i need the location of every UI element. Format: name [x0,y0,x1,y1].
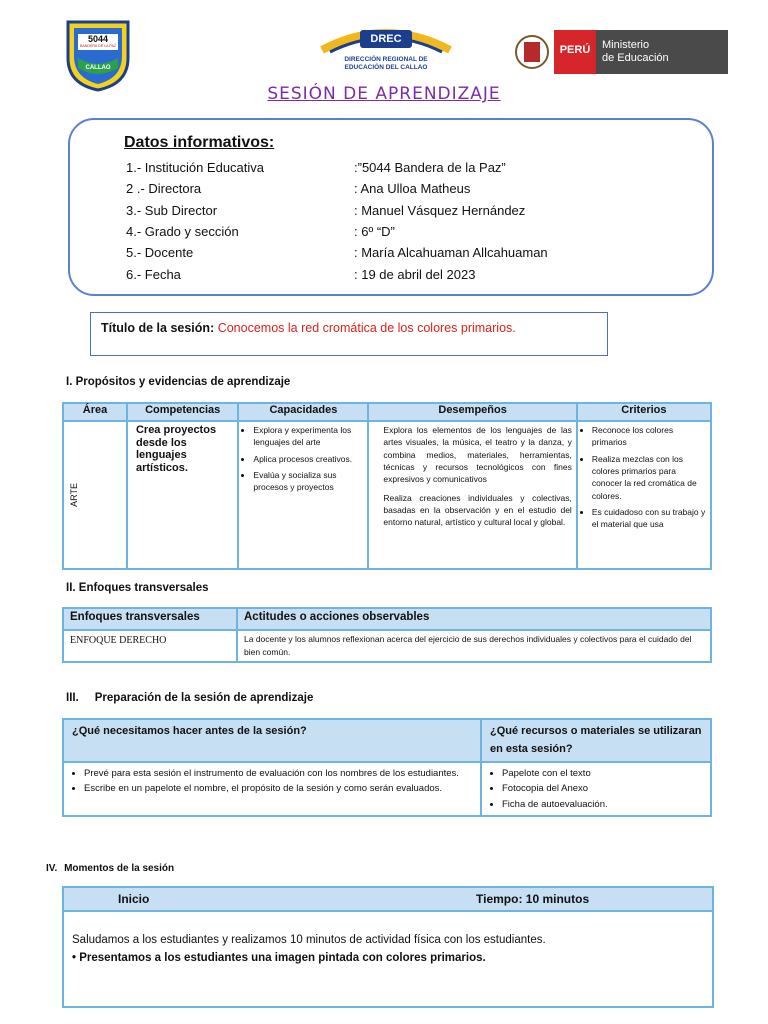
list-item: • Aplica procesos creativos. [253,453,363,465]
enfoques-table [62,607,712,663]
momentos-line2-text: Presentamos a los estudiantes una imagen pintada con colores primarios. [79,952,486,964]
datos-value: : 19 de abril del 2023 [354,267,476,282]
datos-heading: Datos informativos: [124,134,275,151]
datos-value: : 6º “D” [354,224,395,239]
momentos-header [64,888,712,912]
datos-label: 1.- Institución Educativa [126,160,265,175]
datos-label: 4.- Grado y sección [126,224,239,239]
enfoque-cell: ENFOQUE DERECHO [63,630,237,662]
col-header: Criterios [577,403,711,421]
drec-line1: DIRECCIÓN REGIONAL DE [344,56,428,63]
preparacion-table [62,718,712,817]
antes-cell [63,762,481,816]
datos-row [126,245,548,260]
area-cell [63,421,127,569]
criterios-cell [577,421,711,569]
drec-line2: EDUCACIÓN DEL CALLAO [344,64,428,71]
list-item: • Reconoce los colores primarios [592,424,706,449]
datos-row [126,267,475,282]
list-item: • Explora y experimenta los lenguajes del arte [253,424,363,449]
datos-label: 5.- Docente [126,245,194,260]
list-item: • Escribe en un papelote el nombre, el propósito de la sesión y como serán evaluados. [84,781,472,796]
drec-logo [310,22,462,82]
section-3-heading: III. Preparación de la sesión de aprendizaje [66,692,314,704]
list-item: • Ficha de autoevaluación. [502,797,702,812]
section-4-heading [46,863,174,874]
desempenos-cell [368,421,576,569]
actitud-cell: La docente y los alumnos reflexionan acerca del ejercicio de sus derechos individuales y colectivos para el cuidado del bien común. [237,630,711,662]
titulo-sesion-value: Conocemos la red cromática de los colores primarios. [217,321,516,335]
col-header: Desempeños [368,403,576,421]
list-item: • Evalúa y socializa sus procesos y proyectos [253,469,363,494]
section-4-title: Momentos de la sesión [64,863,175,874]
col-header: ¿Qué necesitamos hacer antes de la sesión? [63,719,481,762]
datos-label: 2 .- Directora [126,181,202,196]
datos-row [126,224,395,239]
list-item: • Es cuidadoso con su trabajo y el material que usa [592,506,706,531]
col-header: Actitudes o acciones observables [237,608,711,630]
section-1-heading: I. Propósitos y evidencias de aprendizaje [66,376,291,388]
drec-badge: DREC [370,33,402,45]
datos-value: : Manuel Vásquez Hernández [354,203,526,218]
col-header: ¿Qué recursos o materiales se utilizaran en esta sesión? [481,719,711,762]
datos-informativos-box [68,118,714,296]
momentos-line1: Saludamos a los estudiantes y realizamos 10 minutos de actividad física con los estudiantes. [72,934,546,946]
list-item: • Realiza mezclas con los colores primarios para conocer la red cromática de colores. [592,453,706,502]
col-header: Área [63,403,127,421]
section-4-number: IV. [46,863,58,874]
col-header: Capacidades [238,403,368,421]
desempeno-text: Explora los elementos de los lenguajes de las artes visuales, la música, el teatro y la danza, y combina medios, materiales, herramientas, técnicas y recursos tecnológicos con fines expresivos y comunicativos [383,425,572,485]
datos-row [126,181,470,196]
list-item: • Prevé para esta sesión el instrumento de evaluación con los nombres de los estudiantes. [84,766,472,781]
school-text: BANDERA DE LA PAZ [79,44,117,48]
area-label: ARTE [69,483,79,507]
datos-value: : María Alcahuaman Allcahuaman [354,245,548,260]
titulo-sesion-label: Título de la sesión: [101,321,215,335]
datos-value: : Ana Ulloa Matheus [354,181,471,196]
ministry-line2: de Educación [602,52,669,64]
datos-row [126,160,506,175]
competencia-cell: Crea proyectos desde los lenguajes artísticos. [127,421,238,569]
list-item: • Fotocopia del Anexo [502,781,702,796]
datos-label: 6.- Fecha [126,267,181,282]
col-header: Competencias [127,403,238,421]
peru-label: PERÚ [559,44,591,56]
inicio-label: Inicio [118,892,150,906]
datos-label: 3.- Sub Director [126,203,218,218]
ministry-line1: Ministerio [602,39,650,51]
ministry-logo [512,26,728,78]
desempeno-text: Realiza creaciones individuales y colectivas, basadas en la observación y en el estudio del entorno natural, artístico y cultural local y global. [383,492,572,528]
titulo-sesion-box [90,312,608,356]
recursos-cell [481,762,711,816]
school-region: CALLAO [85,65,111,71]
datos-value: :”5044 Bandera de la Paz” [354,160,506,175]
page-title: SESIÓN DE APRENDIZAJE [267,84,501,104]
list-item: • Papelote con el texto [502,766,702,781]
tiempo-label: Tiempo: 10 minutos [476,892,590,906]
col-header: Enfoques transversales [63,608,237,630]
propositos-table [62,402,712,570]
momentos-box [62,886,714,1008]
datos-row [126,203,525,218]
section-2-heading: II. Enfoques transversales [66,582,209,594]
school-number: 5044 [87,34,109,44]
school-logo [64,18,132,92]
momentos-line2: • Presentamos a los estudiantes una imagen pintada con colores primarios. [72,952,486,964]
capacidades-cell [238,421,368,569]
